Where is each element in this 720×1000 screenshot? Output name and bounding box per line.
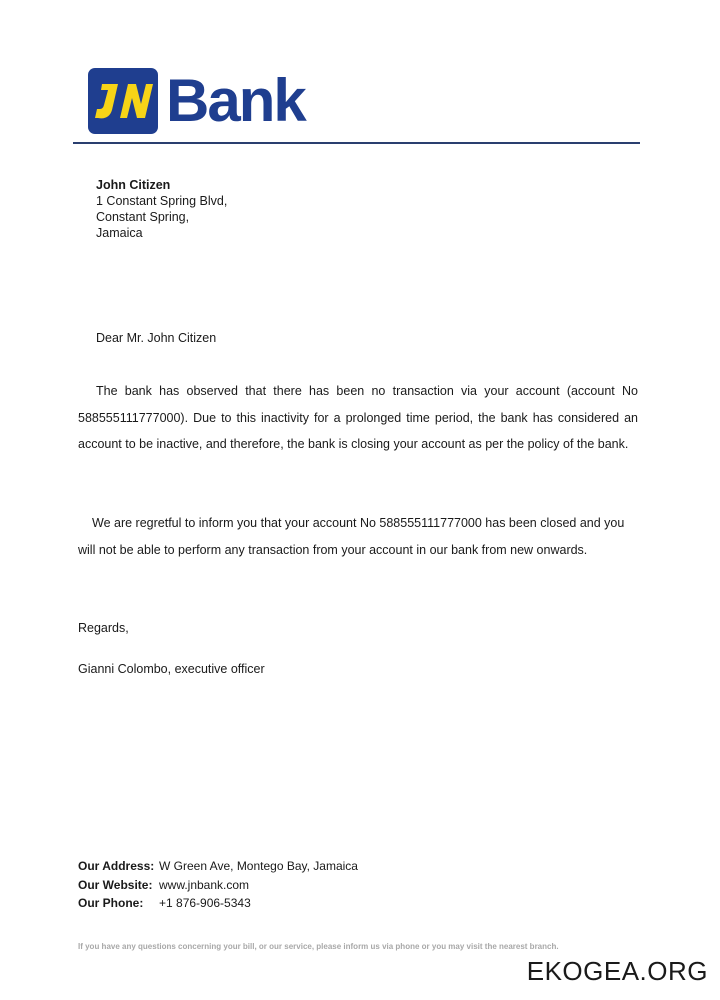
signature-line: Gianni Colombo, executive officer [78,662,265,676]
address-line-1: 1 Constant Spring Blvd, [96,194,228,208]
body-paragraph-2: We are regretful to inform you that your account No 588555111777000 has been closed and you will not be able to perform any transaction from your account in our bank from new onwards. [78,516,625,557]
contact-address [78,857,358,876]
contact-website-value[interactable]: www.jnbank.com [159,877,250,892]
bank-logo [88,68,305,134]
contact-phone-value: +1 876-906-5343 [159,896,251,910]
logo-wordmark: Bank [166,67,305,134]
footer-note: If you have any questions concerning your bill, or our service, please inform us via phone or you may visit the nearest branch. [78,942,559,951]
recipient-name: John Citizen [96,178,171,192]
address-line-3: Jamaica [96,226,143,240]
contact-phone-label: Our Phone: [78,896,144,910]
contact-website [78,876,358,895]
contact-phone [78,894,358,913]
address-line-2: Constant Spring, [96,210,190,224]
salutation: Dear Mr. John Citizen [96,331,217,345]
contact-block [78,857,358,913]
contact-website-label: Our Website: [78,877,153,892]
contact-address-label: Our Address: [78,859,155,873]
watermark: EKOGEA.ORG [526,956,708,986]
closing: Regards, [78,621,129,635]
contact-address-value: W Green Ave, Montego Bay, Jamaica [159,859,358,873]
jn-logo-icon [88,68,158,134]
recipient-address [96,177,227,241]
body-paragraph-1: The bank has observed that there has been no transaction via your account (account No 588555111777000). Due to this inactivity for a prolonged time period, the bank has considered an account to be inactive, and therefore, the bank is closing your account as per the policy of the bank. [78,384,638,451]
header-divider [73,142,640,144]
